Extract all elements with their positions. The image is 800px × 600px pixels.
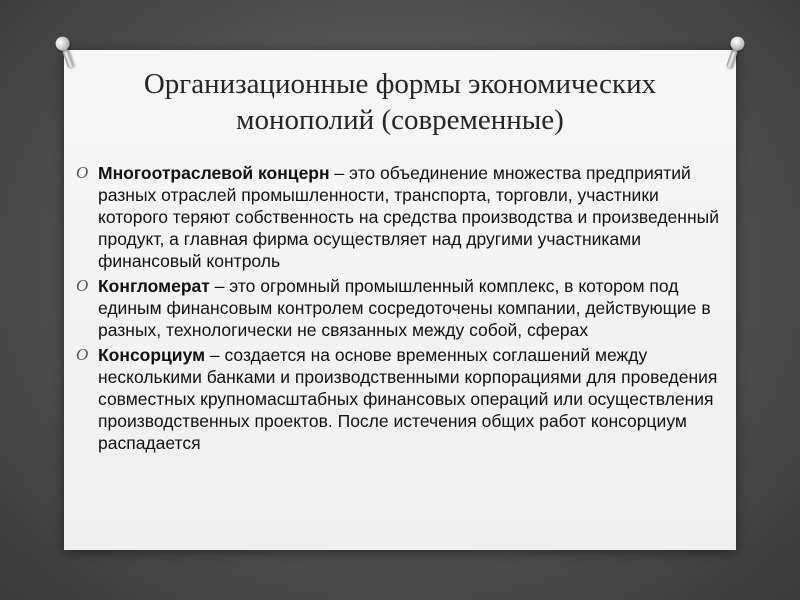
term-consortium: Консорциум [98,345,206,365]
bullet-icon: O [76,276,89,295]
list-item-concern [76,162,726,272]
bullet-icon: O [76,163,89,182]
slide-title: Организационные формы экономических монополий (современные) [143,68,657,136]
bullet-list [76,162,726,457]
definition-concern: – это объединение множества предприятий разных отраслей промышленности, транспорта, торговли, участники которого теряют собственность на средства производства и произведенный продукт, а главная фирма осуществляет над другими участниками финансовый контроль [98,163,719,271]
definition-conglomerate: – это огромный промышленный комплекс, в котором под единым финансовым контролем сосредоточены компании, действующие в разных, технологически не связанных между собой, сферах [98,276,711,340]
term-conglomerate: Конгломерат [98,276,210,296]
list-item-consortium [76,344,726,454]
list-item-conglomerate [76,275,726,341]
term-concern: Многоотраслевой концерн [98,163,330,183]
bullet-icon: O [76,345,89,364]
definition-consortium: – создается на основе временных соглашений между несколькими банками и производственными корпорациями для проведения совместных крупномасштабных финансовых операций или осуществления производственных проектов. После истечения общих работ консорциум распадается [98,345,718,453]
pushpin-icon [721,34,748,71]
